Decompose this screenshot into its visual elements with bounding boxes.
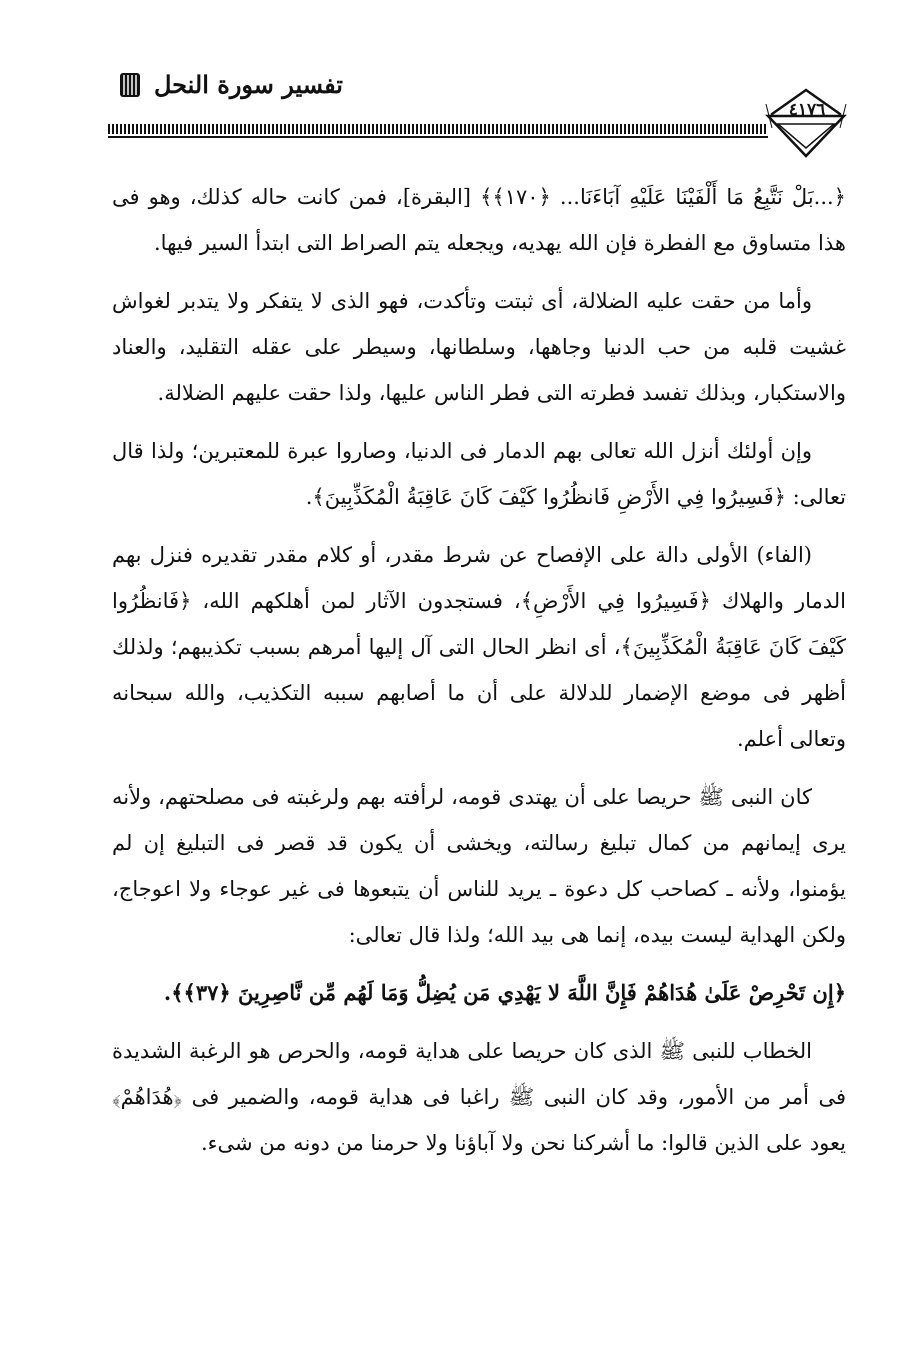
page-title: تفسير سورة النحل [154, 70, 343, 99]
paragraph-3: وإن أولئك أنزل الله تعالى بهم الدمار فى الدنيا، وصاروا عبرة للمعتبرين؛ ولذا قال تعالى: ﴿فَسِيرُوا فِي الأَرْضِ فَانظُرُوا كَيْفَ كَانَ عَاقِبَةُ الْمُكَذِّبِينَ﴾. [112, 439, 846, 509]
page-body [112, 174, 846, 1178]
ornament-icon [120, 71, 140, 99]
paragraph-2: وأما من حقت عليه الضلالة، أى ثبتت وتأكدت، فهو الذى لا يتفكر ولا يتدبر لغواش غشيت قلبه من حب الدنيا وجاهها، وسلطانها، وسيطر على عقله التقليد، والعناد والاستكبار، وبذلك تفسد فطرته التى فطر الناس عليها، ولذا حقت عليهم الضلالة. [112, 289, 846, 405]
header-rule [108, 124, 768, 134]
header-rule-line [108, 136, 768, 138]
paragraph-5: كان النبى ﷺ حريصا على أن يهتدى قومه، لرأفته بهم ولرغبته فى مصلحتهم، ولأنه يرى إيمانهم من كمال تبليغ رسالته، ويخشى أن يكون قد قصر فى التبليغ إن لم يؤمنوا، ولأنه ـ كصاحب كل دعوة ـ يريد للناس أن يتبعوها فى غير عوجاء ولا اعوجاج، ولكن الهداية ليست بيده، إنما هى بيد الله؛ ولذا قال تعالى: [112, 785, 846, 947]
paragraph-4: (الفاء) الأولى دالة على الإفصاح عن شرط مقدر، أو كلام مقدر تقديره فنزل بهم الدمار والهلاك ﴿فَسِيرُوا فِي الأَرْضِ﴾، فستجدون الآثار لمن أهلكهم الله، ﴿فَانظُرُوا كَيْفَ كَانَ عَاقِبَةُ الْمُكَذِّبِينَ﴾، أى انظر الحال التى آل إليها أمرهم بسبب تكذيبهم؛ ولذلك أظهر فى موضع الإضمار للدلالة على أن ما أصابهم سببه التكذيب، والله سبحانه وتعالى أعلم. [112, 543, 846, 751]
page-header [0, 0, 920, 170]
page-number-frame [764, 86, 848, 162]
page-number: ٤١٧٦ [788, 100, 826, 120]
header-title-group [120, 70, 343, 99]
quran-verse: ﴿إِن تَحْرِصْ عَلَىٰ هُدَاهُمْ فَإِنَّ اللَّهَ لا يَهْدِي مَن يُضِلُّ وَمَا لَهُم مِّن نَّاصِرِينَ ﴿٣٧﴾﴾. [163, 980, 846, 1005]
paragraph-1: ﴿...بَلْ نَتَّبِعُ مَا أَلْفَيْنَا عَلَيْهِ آبَاءَنَا... ﴿١٧٠﴾﴾ [البقرة]، فمن كانت حاله كذلك، وهو فى هذا متساوق مع الفطرة فإن الله يهديه، ويجعله يتم الصراط التى ابتدأ السير فيها. [112, 185, 846, 255]
paragraph-7: الخطاب للنبى ﷺ الذى كان حريصا على هداية قومه، والحرص هو الرغبة الشديدة فى أمر من الأمور، وقد كان النبى ﷺ راغبا فى هداية قومه، والضمير فى ﴿هُدَاهُمْ﴾ يعود على الذين قالوا: ما أشركنا نحن ولا آباؤنا ولا حرمنا من دونه من شىء. [112, 1039, 846, 1155]
